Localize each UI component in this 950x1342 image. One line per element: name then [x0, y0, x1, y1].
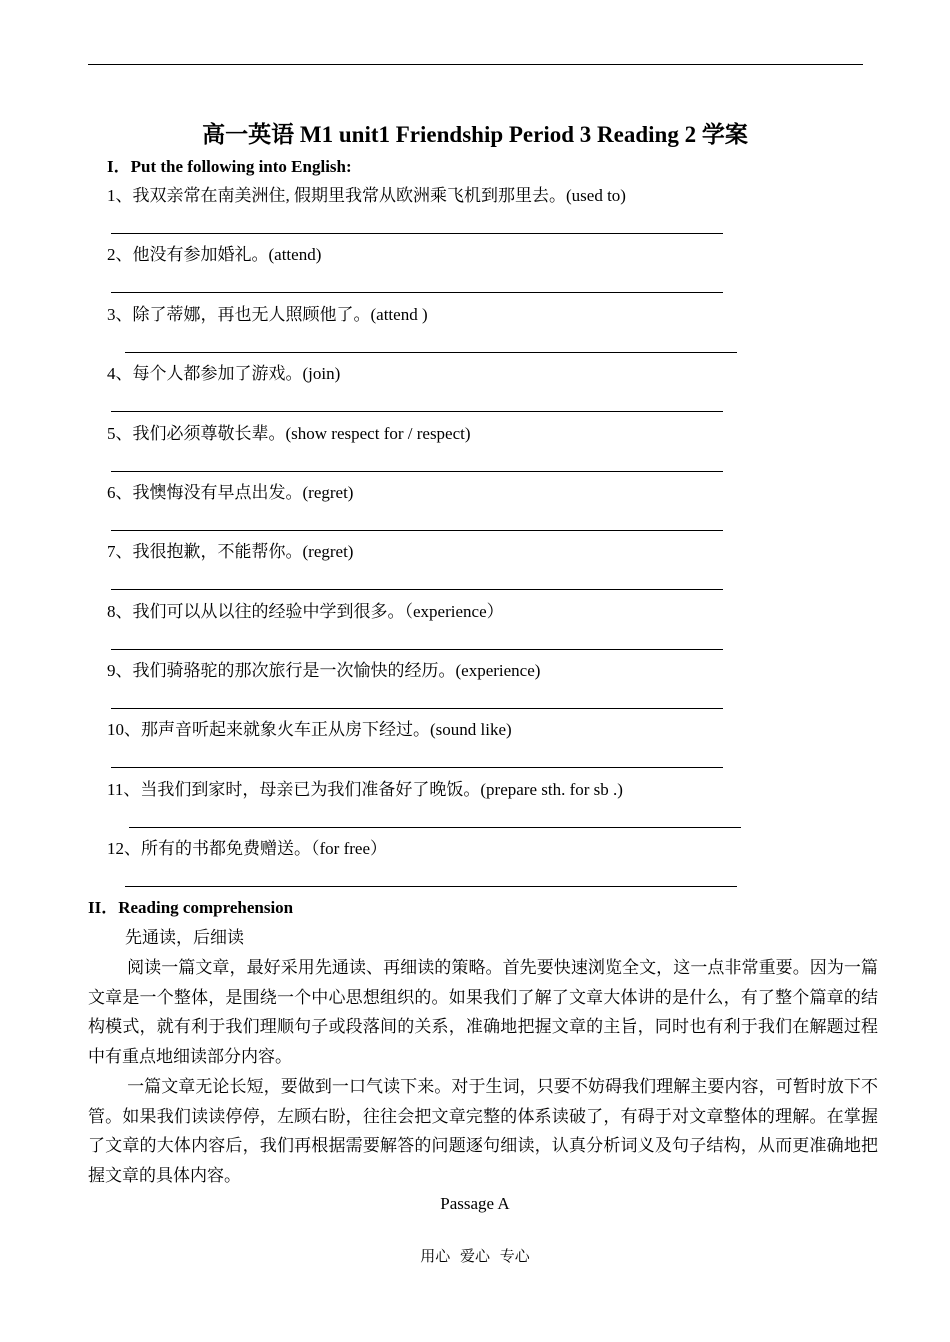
answer-line-10: [111, 767, 723, 768]
question-3: 3、除了蒂娜，再也无人照顾他了。(attend ): [107, 305, 428, 324]
page-footer: 用心 爱心 专心: [420, 1249, 530, 1265]
page-title: 高一英语 M1 unit1 Friendship Period 3 Reading 2 学案: [202, 122, 748, 147]
answer-line-3: [125, 352, 737, 353]
answer-line-8: [111, 649, 723, 650]
question-2: 2、他没有参加婚礼。(attend): [107, 245, 322, 264]
question-10: 10、那声音听起来就象火车正从房下经过。(sound like): [107, 720, 512, 739]
question-8: 8、我们可以从以往的经验中学到很多。（experience）: [107, 602, 504, 621]
section-2-subheading: 先通读，后细读: [125, 928, 244, 947]
question-11: 11、当我们到家时，母亲已为我们准备好了晚饭。(prepare sth. for sb .): [107, 780, 623, 799]
answer-line-11: [129, 827, 741, 828]
question-5: 5、我们必须尊敬长辈。(show respect for / respect): [107, 424, 471, 443]
header-rule: [88, 64, 863, 65]
answer-line-2: [111, 292, 723, 293]
question-7: 7、我很抱歉，不能帮你。(regret): [107, 542, 354, 561]
answer-line-1: [111, 233, 723, 234]
answer-line-6: [111, 530, 723, 531]
question-1: 1、我双亲常在南美洲住, 假期里我常从欧洲乘飞机到那里去。(used to): [107, 186, 626, 205]
answer-line-7: [111, 589, 723, 590]
question-12: 12、所有的书都免费赠送。（for free）: [107, 839, 387, 858]
answer-line-4: [111, 411, 723, 412]
question-6: 6、我懊悔没有早点出发。(regret): [107, 483, 354, 502]
answer-line-5: [111, 471, 723, 472]
section-2-heading: II．Reading comprehension: [88, 898, 294, 917]
question-9: 9、我们骑骆驼的那次旅行是一次愉快的经历。(experience): [107, 661, 541, 680]
paragraph-2: 一篇文章无论长短，要做到一口气读下来。对于生词，只要不妨碍我们理解主要内容，可暂时放下不管。如果我们读读停停，左顾右盼，往往会把文章完整的体系读破了，有碍于对文章整体的理解。在掌握了文章的大体内容后，我们再根据需要解答的问题逐句细读，认真分析词义及句子结构，从而更准确地把握文章的具体内容。: [88, 1077, 878, 1186]
answer-line-12: [125, 886, 737, 887]
passage-title: Passage A: [440, 1194, 510, 1213]
answer-line-9: [111, 708, 723, 709]
section-1-heading: I．Put the following into English:: [107, 157, 352, 176]
paragraph-1: 阅读一篇文章，最好采用先通读、再细读的策略。首先要快速浏览全文，这一点非常重要。因为一篇文章是一个整体，是围绕一个中心思想组织的。如果我们了解了文章大体讲的是什么，有了整个篇章的结构模式，就有利于我们理顺句子或段落间的关系，准确地把握文章的主旨，同时也有利于我们在解题过程中有重点地细读部分内容。: [88, 958, 878, 1067]
question-4: 4、每个人都参加了游戏。(join): [107, 364, 341, 383]
